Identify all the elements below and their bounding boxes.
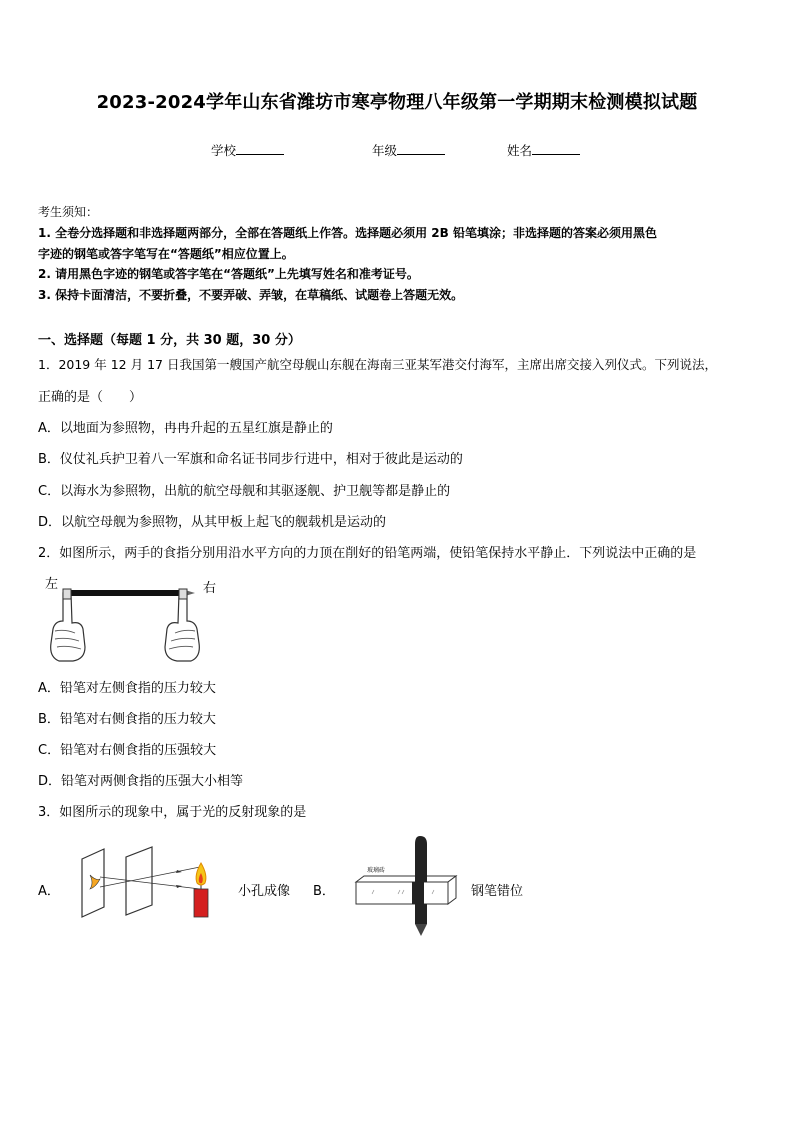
q3-option-a-label: A． — [38, 884, 60, 899]
q2-option-a: A．铅笔对左侧食指的压力较大 — [38, 681, 216, 696]
school-blank — [236, 142, 284, 155]
pinhole-camera-figure — [78, 845, 218, 925]
q2-option-b: B．铅笔对右侧食指的压力较大 — [38, 712, 216, 727]
q3-stem: 3．如图所示的现象中，属于光的反射现象的是 — [38, 805, 307, 820]
q1-option-a: A．以地面为参照物，冉冉升起的五星红旗是静止的 — [38, 421, 333, 436]
q1-stem: 1．2019 年 12 月 17 日我国第一艘国产航空母舰山东舰在海南三亚某军港交付海军，主席出席交接入列仪式。下列说法， — [38, 357, 717, 372]
name-blank — [532, 142, 580, 155]
name-field — [507, 141, 580, 159]
q2-stem: 2．如图所示，两手的食指分别用沿水平方向的力顶在削好的铅笔两端，使铅笔保持水平静止．下列说法中正确的是 — [38, 546, 697, 561]
q2-option-d: D．铅笔对两侧食指的压强大小相等 — [38, 774, 244, 789]
glass-pen-figure — [352, 834, 462, 938]
notice-item: 2. 请用黑色字迹的钢笔或答字笔在“答题纸”上先填写姓名和准考证号。 — [38, 267, 419, 281]
q3-option-b-text: 钢笔错位 — [471, 884, 524, 899]
q2-fig-right-label: 右 — [203, 581, 217, 596]
name-label: 姓名 — [507, 143, 533, 158]
section-heading: 一、选择题（每题 1 分，共 30 题，30 分） — [38, 333, 301, 348]
notice-item: 1. 全卷分选择题和非选择题两部分，全部在答题纸上作答。选择题必须用 2B 铅笔填涂；非选择题的答案必须用黑色 — [38, 226, 657, 240]
notice-item: 字迹的钢笔或答字笔写在“答题纸”相应位置上。 — [38, 247, 294, 261]
q1-stem-cont: 正确的是（ ） — [38, 390, 143, 405]
glass-block-label: 玻璃砖 — [367, 867, 386, 874]
notice-heading: 考生须知： — [38, 205, 99, 219]
q1-option-d: D．以航空母舰为参照物，从其甲板上起飞的舰载机是运动的 — [38, 515, 387, 530]
q2-option-c: C．铅笔对右侧食指的压强较大 — [38, 743, 217, 758]
grade-blank — [397, 142, 445, 155]
q3-option-a-text: 小孔成像 — [238, 884, 291, 899]
notice-item: 3. 保持卡面清洁，不要折叠，不要弄破、弄皱，在草稿纸、试题卷上答题无效。 — [38, 288, 464, 302]
page-title: 2023-2024学年山东省潍坊市寒亭物理八年级第一学期期末检测模拟试题 — [96, 92, 698, 113]
school-label: 学校 — [211, 143, 237, 158]
pencil-fingers-figure — [45, 585, 215, 665]
q1-option-b: B．仪仗礼兵护卫着八一军旗和命名证书同步行进中，相对于彼此是运动的 — [38, 452, 463, 467]
q1-option-c: C．以海水为参照物，出航的航空母舰和其驱逐舰、护卫舰等都是静止的 — [38, 484, 451, 499]
q3-option-b-label: B． — [313, 884, 335, 899]
grade-field — [372, 141, 445, 159]
grade-label: 年级 — [372, 143, 398, 158]
school-field — [211, 141, 284, 159]
q2-fig-left-label: 左 — [45, 577, 59, 592]
